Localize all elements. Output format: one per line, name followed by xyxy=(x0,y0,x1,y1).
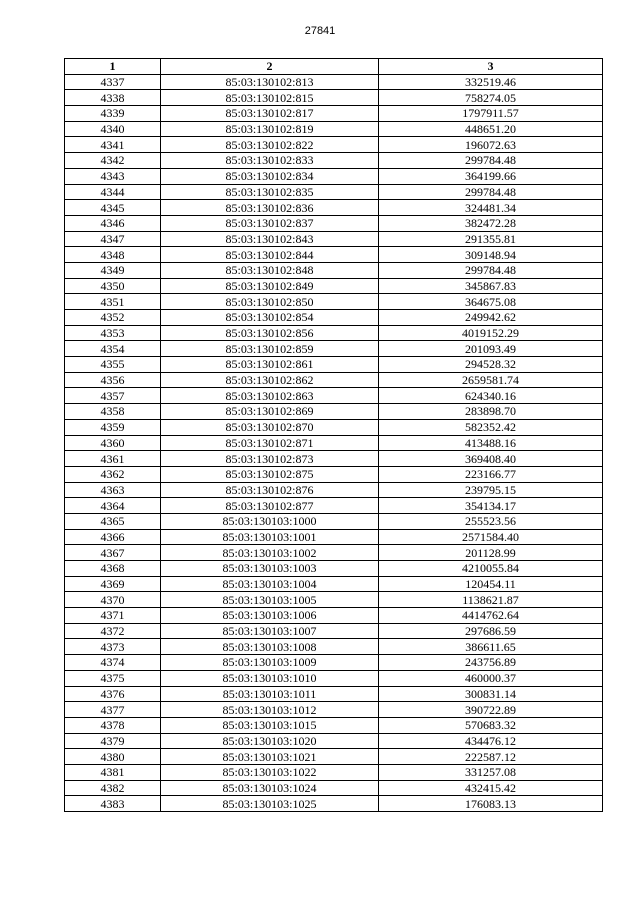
page-number: 27841 xyxy=(304,25,336,37)
table-cell-col-3: 624340.16 xyxy=(379,388,603,404)
table-cell-col-3: 460000.37 xyxy=(379,670,603,686)
table-cell-col-2: 85:03:130103:1001 xyxy=(161,529,379,545)
table-cell-col-1: 4359 xyxy=(65,419,161,435)
table-cell-col-1: 4360 xyxy=(65,435,161,451)
table-row xyxy=(65,294,603,310)
table-cell-col-2: 85:03:130103:1010 xyxy=(161,670,379,686)
table-row xyxy=(65,608,603,624)
table-cell-col-2: 85:03:130102:869 xyxy=(161,404,379,420)
table-row xyxy=(65,341,603,357)
table-row xyxy=(65,513,603,529)
table-cell-col-1: 4337 xyxy=(65,74,161,90)
table-cell-col-3: 1797911.57 xyxy=(379,106,603,122)
table-cell-col-1: 4383 xyxy=(65,796,161,812)
table-cell-col-2: 85:03:130102:862 xyxy=(161,372,379,388)
table-cell-col-3: 331257.08 xyxy=(379,764,603,780)
table-cell-col-1: 4371 xyxy=(65,608,161,624)
table-cell-col-2: 85:03:130102:833 xyxy=(161,153,379,169)
table-cell-col-1: 4357 xyxy=(65,388,161,404)
table-cell-col-1: 4356 xyxy=(65,372,161,388)
table-row xyxy=(65,404,603,420)
table-cell-col-3: 120454.11 xyxy=(379,576,603,592)
table-cell-col-3: 364199.66 xyxy=(379,168,603,184)
table-cell-col-3: 201093.49 xyxy=(379,341,603,357)
table-cell-col-1: 4374 xyxy=(65,655,161,671)
table-cell-col-3: 300831.14 xyxy=(379,686,603,702)
table-row xyxy=(65,247,603,263)
table-cell-col-3: 4414762.64 xyxy=(379,608,603,624)
table-cell-col-2: 85:03:130102:834 xyxy=(161,168,379,184)
table-cell-col-1: 4373 xyxy=(65,639,161,655)
table-cell-col-2: 85:03:130103:1002 xyxy=(161,545,379,561)
table-cell-col-1: 4349 xyxy=(65,262,161,278)
table-row xyxy=(65,749,603,765)
table-cell-col-2: 85:03:130103:1021 xyxy=(161,749,379,765)
table-cell-col-3: 354134.17 xyxy=(379,498,603,514)
table-cell-col-3: 255523.56 xyxy=(379,513,603,529)
table-cell-col-3: 382472.28 xyxy=(379,215,603,231)
table-cell-col-2: 85:03:130102:836 xyxy=(161,200,379,216)
table-cell-col-3: 239795.15 xyxy=(379,482,603,498)
table-row xyxy=(65,686,603,702)
table-cell-col-3: 299784.48 xyxy=(379,153,603,169)
table-row xyxy=(65,106,603,122)
table-row xyxy=(65,168,603,184)
table-cell-col-2: 85:03:130102:871 xyxy=(161,435,379,451)
table-row xyxy=(65,796,603,812)
table-row xyxy=(65,153,603,169)
table-row xyxy=(65,623,603,639)
table-cell-col-2: 85:03:130103:1003 xyxy=(161,561,379,577)
table-cell-col-3: 434476.12 xyxy=(379,733,603,749)
table-cell-col-3: 390722.89 xyxy=(379,702,603,718)
table-cell-col-3: 345867.83 xyxy=(379,278,603,294)
table-cell-col-2: 85:03:130103:1012 xyxy=(161,702,379,718)
table-cell-col-1: 4381 xyxy=(65,764,161,780)
table-row xyxy=(65,231,603,247)
table-cell-col-3: 4210055.84 xyxy=(379,561,603,577)
table-cell-col-2: 85:03:130103:1022 xyxy=(161,764,379,780)
table-cell-col-2: 85:03:130102:819 xyxy=(161,121,379,137)
table-cell-col-1: 4353 xyxy=(65,325,161,341)
table-cell-col-3: 176083.13 xyxy=(379,796,603,812)
table-row xyxy=(65,90,603,106)
table-cell-col-3: 369408.40 xyxy=(379,451,603,467)
table-cell-col-3: 432415.42 xyxy=(379,780,603,796)
table-cell-col-1: 4340 xyxy=(65,121,161,137)
table-row xyxy=(65,702,603,718)
table-cell-col-3: 294528.32 xyxy=(379,357,603,373)
table-cell-col-1: 4344 xyxy=(65,184,161,200)
table-body xyxy=(65,74,603,811)
table-row xyxy=(65,733,603,749)
table-cell-col-2: 85:03:130103:1007 xyxy=(161,623,379,639)
table-cell-col-2: 85:03:130103:1009 xyxy=(161,655,379,671)
table-cell-col-3: 201128.99 xyxy=(379,545,603,561)
table-cell-col-2: 85:03:130102:817 xyxy=(161,106,379,122)
table-cell-col-1: 4350 xyxy=(65,278,161,294)
table-cell-col-2: 85:03:130103:1024 xyxy=(161,780,379,796)
table-cell-col-2: 85:03:130102:822 xyxy=(161,137,379,153)
column-header-3: 3 xyxy=(379,59,603,75)
table-cell-col-3: 291355.81 xyxy=(379,231,603,247)
table-row xyxy=(65,466,603,482)
table-cell-col-1: 4354 xyxy=(65,341,161,357)
table-cell-col-3: 4019152.29 xyxy=(379,325,603,341)
table-cell-col-3: 196072.63 xyxy=(379,137,603,153)
table-cell-col-1: 4347 xyxy=(65,231,161,247)
table-cell-col-2: 85:03:130102:873 xyxy=(161,451,379,467)
column-header-2: 2 xyxy=(161,59,379,75)
table-cell-col-3: 332519.46 xyxy=(379,74,603,90)
table-cell-col-1: 4355 xyxy=(65,357,161,373)
table-cell-col-3: 413488.16 xyxy=(379,435,603,451)
table-cell-col-2: 85:03:130102:854 xyxy=(161,310,379,326)
table-cell-col-1: 4370 xyxy=(65,592,161,608)
table-row xyxy=(65,137,603,153)
table-row xyxy=(65,670,603,686)
table-cell-col-3: 297686.59 xyxy=(379,623,603,639)
table-cell-col-1: 4352 xyxy=(65,310,161,326)
table-row xyxy=(65,576,603,592)
table-row xyxy=(65,215,603,231)
table-cell-col-3: 1138621.87 xyxy=(379,592,603,608)
table-cell-col-2: 85:03:130102:877 xyxy=(161,498,379,514)
table-cell-col-1: 4379 xyxy=(65,733,161,749)
table-cell-col-2: 85:03:130102:815 xyxy=(161,90,379,106)
table-cell-col-3: 324481.34 xyxy=(379,200,603,216)
table-row xyxy=(65,419,603,435)
table-row xyxy=(65,325,603,341)
table-cell-col-2: 85:03:130102:859 xyxy=(161,341,379,357)
table-cell-col-2: 85:03:130102:850 xyxy=(161,294,379,310)
table-cell-col-1: 4345 xyxy=(65,200,161,216)
table-cell-col-1: 4358 xyxy=(65,404,161,420)
table-cell-col-2: 85:03:130102:863 xyxy=(161,388,379,404)
table-cell-col-2: 85:03:130102:848 xyxy=(161,262,379,278)
table-cell-col-2: 85:03:130102:844 xyxy=(161,247,379,263)
table-cell-col-3: 364675.08 xyxy=(379,294,603,310)
table-row xyxy=(65,372,603,388)
table-row xyxy=(65,310,603,326)
table-row xyxy=(65,184,603,200)
table-cell-col-1: 4351 xyxy=(65,294,161,310)
table-cell-col-3: 223166.77 xyxy=(379,466,603,482)
table-row xyxy=(65,357,603,373)
table-row xyxy=(65,498,603,514)
table-cell-col-2: 85:03:130103:1011 xyxy=(161,686,379,702)
table-cell-col-1: 4364 xyxy=(65,498,161,514)
table-cell-col-3: 448651.20 xyxy=(379,121,603,137)
table-cell-col-2: 85:03:130102:861 xyxy=(161,357,379,373)
table-cell-col-1: 4348 xyxy=(65,247,161,263)
table-cell-col-1: 4365 xyxy=(65,513,161,529)
table-cell-col-1: 4341 xyxy=(65,137,161,153)
table-row xyxy=(65,451,603,467)
table-cell-col-2: 85:03:130102:837 xyxy=(161,215,379,231)
table-row xyxy=(65,482,603,498)
table-cell-col-1: 4363 xyxy=(65,482,161,498)
table-row xyxy=(65,655,603,671)
table-cell-col-3: 222587.12 xyxy=(379,749,603,765)
table-cell-col-1: 4378 xyxy=(65,717,161,733)
table-header xyxy=(65,59,603,75)
table-cell-col-3: 386611.65 xyxy=(379,639,603,655)
table-cell-col-2: 85:03:130102:843 xyxy=(161,231,379,247)
table-cell-col-1: 4368 xyxy=(65,561,161,577)
table-row xyxy=(65,200,603,216)
table-row xyxy=(65,74,603,90)
table-cell-col-2: 85:03:130103:1006 xyxy=(161,608,379,624)
table-cell-col-1: 4338 xyxy=(65,90,161,106)
table-cell-col-2: 85:03:130103:1005 xyxy=(161,592,379,608)
table-cell-col-1: 4372 xyxy=(65,623,161,639)
table-cell-col-3: 309148.94 xyxy=(379,247,603,263)
table-cell-col-3: 582352.42 xyxy=(379,419,603,435)
table-row xyxy=(65,545,603,561)
table-cell-col-2: 85:03:130103:1020 xyxy=(161,733,379,749)
table-row xyxy=(65,780,603,796)
table-cell-col-2: 85:03:130103:1004 xyxy=(161,576,379,592)
table-cell-col-2: 85:03:130102:870 xyxy=(161,419,379,435)
header-row xyxy=(65,59,603,75)
table-cell-col-3: 2659581.74 xyxy=(379,372,603,388)
table-cell-col-3: 299784.48 xyxy=(379,262,603,278)
table-cell-col-1: 4382 xyxy=(65,780,161,796)
table-cell-col-3: 570683.32 xyxy=(379,717,603,733)
table-cell-col-3: 299784.48 xyxy=(379,184,603,200)
table-cell-col-1: 4342 xyxy=(65,153,161,169)
table-row xyxy=(65,388,603,404)
table-cell-col-2: 85:03:130103:1025 xyxy=(161,796,379,812)
table-cell-col-2: 85:03:130103:1015 xyxy=(161,717,379,733)
column-header-1: 1 xyxy=(65,59,161,75)
table-cell-col-2: 85:03:130102:876 xyxy=(161,482,379,498)
table-row xyxy=(65,639,603,655)
table-cell-col-1: 4339 xyxy=(65,106,161,122)
table-cell-col-2: 85:03:130102:813 xyxy=(161,74,379,90)
table-row xyxy=(65,561,603,577)
table-cell-col-2: 85:03:130102:856 xyxy=(161,325,379,341)
table-cell-col-3: 2571584.40 xyxy=(379,529,603,545)
table-cell-col-1: 4361 xyxy=(65,451,161,467)
table-cell-col-3: 758274.05 xyxy=(379,90,603,106)
table-row xyxy=(65,592,603,608)
table-cell-col-1: 4377 xyxy=(65,702,161,718)
table-cell-col-2: 85:03:130103:1008 xyxy=(161,639,379,655)
table-cell-col-2: 85:03:130102:835 xyxy=(161,184,379,200)
table-cell-col-2: 85:03:130102:849 xyxy=(161,278,379,294)
table-cell-col-1: 4375 xyxy=(65,670,161,686)
table-row xyxy=(65,435,603,451)
table-cell-col-2: 85:03:130103:1000 xyxy=(161,513,379,529)
table-cell-col-3: 283898.70 xyxy=(379,404,603,420)
table-cell-col-1: 4376 xyxy=(65,686,161,702)
table-row xyxy=(65,764,603,780)
table-cell-col-1: 4367 xyxy=(65,545,161,561)
table-cell-col-1: 4366 xyxy=(65,529,161,545)
table-cell-col-3: 243756.89 xyxy=(379,655,603,671)
table-cell-col-1: 4380 xyxy=(65,749,161,765)
data-table xyxy=(64,58,603,812)
table-cell-col-1: 4343 xyxy=(65,168,161,184)
table-cell-col-2: 85:03:130102:875 xyxy=(161,466,379,482)
table-cell-col-1: 4362 xyxy=(65,466,161,482)
table-row xyxy=(65,262,603,278)
table-cell-col-3: 249942.62 xyxy=(379,310,603,326)
table-row xyxy=(65,278,603,294)
table-cell-col-1: 4346 xyxy=(65,215,161,231)
table-row xyxy=(65,529,603,545)
table-row xyxy=(65,121,603,137)
table-cell-col-1: 4369 xyxy=(65,576,161,592)
table-row xyxy=(65,717,603,733)
